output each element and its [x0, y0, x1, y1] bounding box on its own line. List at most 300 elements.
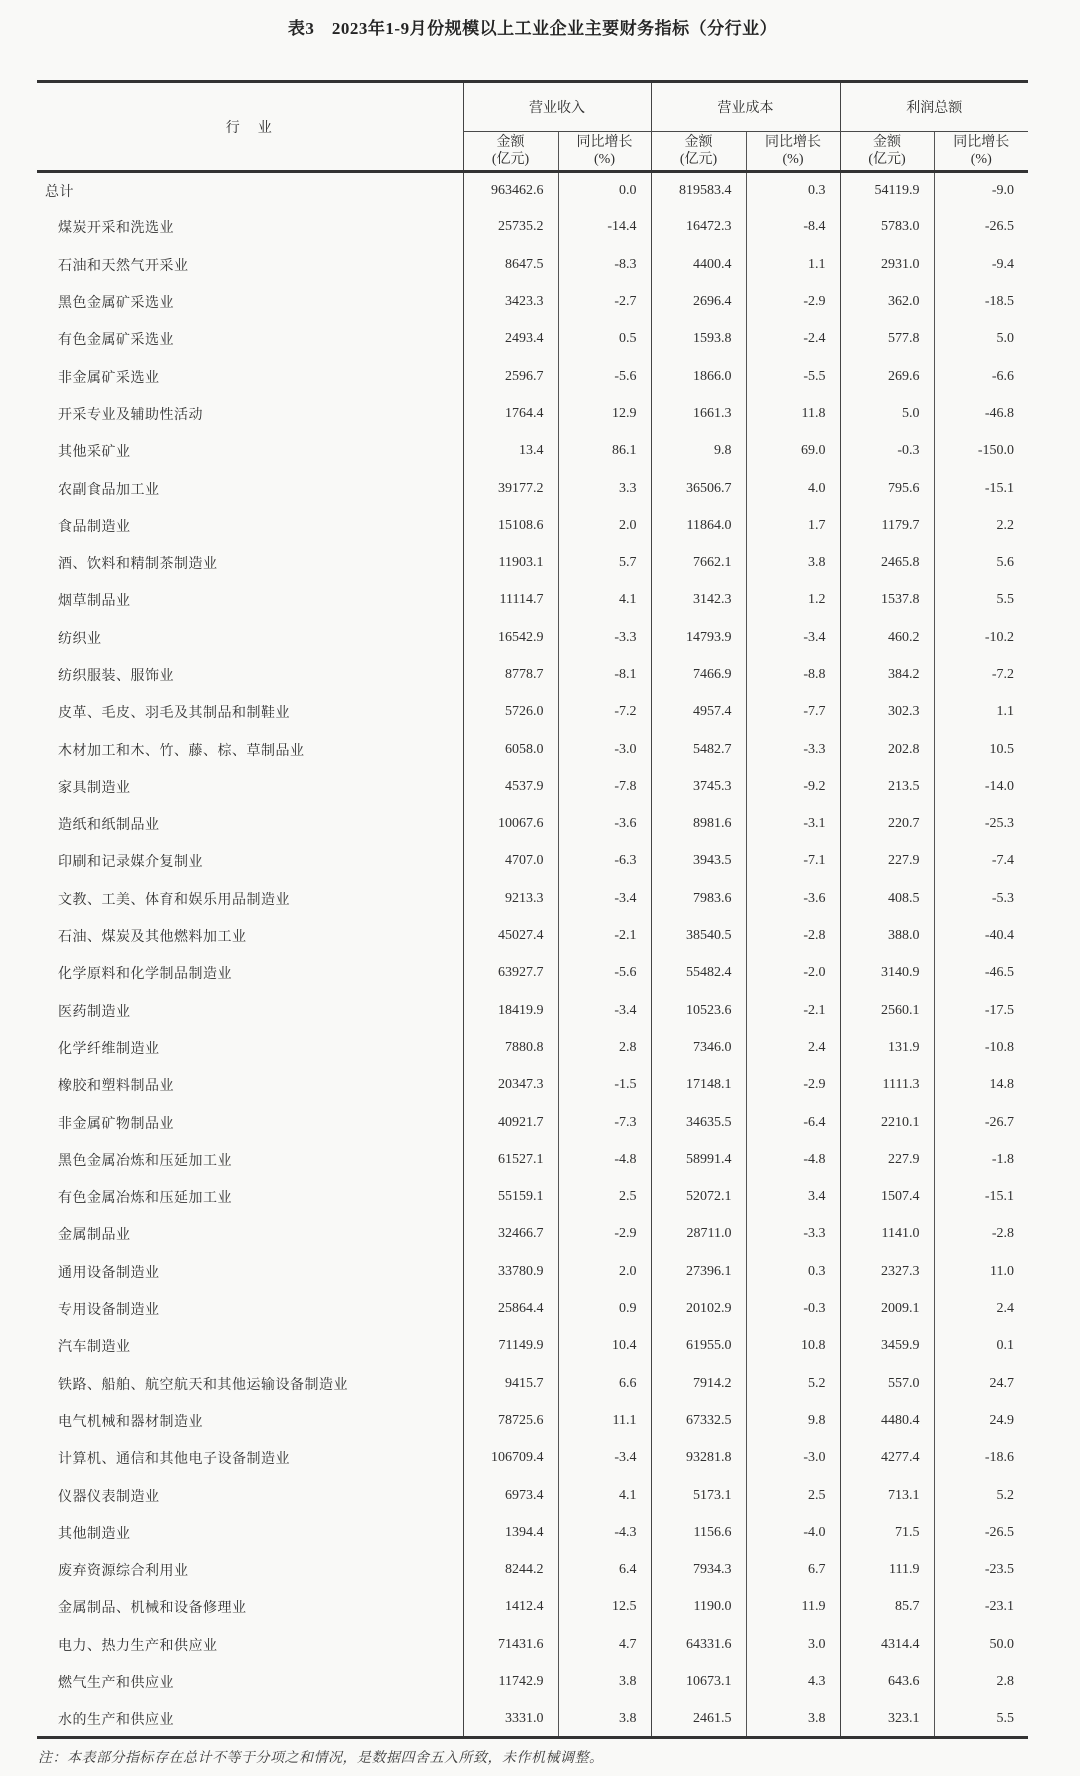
cost-amount-cell: 55482.4 — [651, 955, 746, 992]
industry-cell: 仪器仪表制造业 — [58, 1489, 160, 1505]
table-row — [37, 806, 1028, 843]
revenue-growth-cell: 0.0 — [558, 172, 651, 209]
cost-growth-cell: -7.1 — [746, 843, 840, 880]
profit-growth-cell: -6.6 — [934, 358, 1028, 395]
revenue-amount-cell: 6973.4 — [463, 1477, 558, 1514]
profit-growth-cell: 5.5 — [934, 582, 1028, 619]
revenue-amount-cell: 16542.9 — [463, 619, 558, 656]
table-row — [37, 582, 1028, 619]
cost-amount-cell: 2696.4 — [651, 283, 746, 320]
industry-cell: 橡胶和塑料制品业 — [58, 1079, 174, 1095]
cost-amount-cell: 67332.5 — [651, 1402, 746, 1439]
table-row — [37, 731, 1028, 768]
table-row — [37, 209, 1028, 246]
revenue-amount-cell: 106709.4 — [463, 1440, 558, 1477]
table-header — [37, 82, 1028, 172]
industry-cell: 总计 — [45, 184, 74, 200]
revenue-amount-cell: 9213.3 — [463, 880, 558, 917]
amount-label: 金额 — [684, 134, 713, 150]
revenue-growth-cell: -6.3 — [558, 843, 651, 880]
revenue-amount-cell: 55159.1 — [463, 1179, 558, 1216]
industry-cell: 通用设备制造业 — [58, 1265, 160, 1281]
revenue-growth-cell: -2.7 — [558, 283, 651, 320]
cost-amount-cell: 61955.0 — [651, 1328, 746, 1365]
revenue-amount-cell: 3331.0 — [463, 1701, 558, 1738]
industry-column-header: 行 业 — [37, 82, 463, 172]
revenue-amount-cell: 18419.9 — [463, 992, 558, 1029]
revenue-growth-cell: 2.8 — [558, 1029, 651, 1066]
industry-cell: 有色金属矿采选业 — [58, 333, 174, 349]
cost-amount-cell: 27396.1 — [651, 1253, 746, 1290]
revenue-amount-cell: 40921.7 — [463, 1104, 558, 1141]
revenue-amount-cell: 33780.9 — [463, 1253, 558, 1290]
table-row — [37, 843, 1028, 880]
cost-growth-cell: -3.1 — [746, 806, 840, 843]
revenue-amount-cell: 1764.4 — [463, 395, 558, 432]
revenue-amount-cell: 1394.4 — [463, 1514, 558, 1551]
cost-growth-cell: -2.9 — [746, 1067, 840, 1104]
cost-growth-cell: 11.8 — [746, 395, 840, 432]
amount-unit-label: (亿元) — [491, 152, 530, 167]
table-row — [37, 1216, 1028, 1253]
growth-label: 同比增长 — [765, 134, 821, 150]
revenue-growth-cell: -2.9 — [558, 1216, 651, 1253]
industry-cell: 烟草制品业 — [58, 594, 131, 610]
revenue-amount-cell: 8647.5 — [463, 246, 558, 283]
industry-cell: 皮革、毛皮、羽毛及其制品和制鞋业 — [58, 706, 290, 722]
revenue-amount-cell: 9415.7 — [463, 1365, 558, 1402]
industry-cell: 纺织业 — [58, 631, 102, 647]
table-body — [37, 172, 1028, 1738]
cost-amount-cell: 8981.6 — [651, 806, 746, 843]
table-row — [37, 1701, 1028, 1738]
cost-growth-cell: -9.2 — [746, 768, 840, 805]
profit-amount-cell: 4314.4 — [840, 1626, 934, 1663]
industry-cell: 计算机、通信和其他电子设备制造业 — [58, 1452, 290, 1468]
cost-amount-header — [651, 132, 746, 172]
cost-amount-cell: 5482.7 — [651, 731, 746, 768]
table-title: 表3 2023年1-9月份规模以上工业企业主要财务指标（分行业） — [287, 19, 778, 38]
cost-growth-cell: 3.0 — [746, 1626, 840, 1663]
industry-cell: 酒、饮料和精制茶制造业 — [58, 557, 218, 573]
cost-amount-cell: 1593.8 — [651, 321, 746, 358]
profit-amount-cell: 202.8 — [840, 731, 934, 768]
footnote: 注：本表部分指标存在总计不等于分项之和情况，是数据四舍五入所致，未作机械调整。 — [38, 1751, 604, 1766]
table-row — [37, 172, 1028, 209]
industry-cell: 非金属矿采选业 — [58, 370, 160, 386]
revenue-growth-cell: 86.1 — [558, 433, 651, 470]
profit-growth-cell: 5.0 — [934, 321, 1028, 358]
profit-amount-cell: 1507.4 — [840, 1179, 934, 1216]
profit-growth-cell: -18.5 — [934, 283, 1028, 320]
industry-cell: 汽车制造业 — [58, 1340, 131, 1356]
cost-growth-cell: -6.4 — [746, 1104, 840, 1141]
industry-cell: 废弃资源综合利用业 — [58, 1564, 189, 1580]
cost-amount-cell: 9.8 — [651, 433, 746, 470]
industry-cell: 木材加工和木、竹、藤、棕、草制品业 — [58, 743, 305, 759]
table-row — [37, 880, 1028, 917]
cost-amount-cell: 7662.1 — [651, 544, 746, 581]
profit-growth-cell: -9.4 — [934, 246, 1028, 283]
industry-cell: 铁路、船舶、航空航天和其他运输设备制造业 — [58, 1377, 348, 1393]
table-row — [37, 1179, 1028, 1216]
industry-cell: 食品制造业 — [58, 519, 131, 535]
table-row — [37, 433, 1028, 470]
profit-growth-cell: -10.2 — [934, 619, 1028, 656]
profit-amount-cell: 795.6 — [840, 470, 934, 507]
revenue-growth-cell: 11.1 — [558, 1402, 651, 1439]
cost-growth-cell: 1.1 — [746, 246, 840, 283]
revenue-amount-cell: 10067.6 — [463, 806, 558, 843]
profit-amount-cell: 1179.7 — [840, 507, 934, 544]
table-row — [37, 395, 1028, 432]
profit-amount-cell: 54119.9 — [840, 172, 934, 209]
revenue-amount-cell: 11742.9 — [463, 1663, 558, 1700]
cost-growth-cell: 3.8 — [746, 1701, 840, 1738]
cost-growth-cell: -2.1 — [746, 992, 840, 1029]
profit-amount-cell: 4277.4 — [840, 1440, 934, 1477]
revenue-growth-cell: -3.6 — [558, 806, 651, 843]
revenue-amount-cell: 78725.6 — [463, 1402, 558, 1439]
profit-growth-cell: -26.5 — [934, 209, 1028, 246]
profit-amount-cell: 220.7 — [840, 806, 934, 843]
revenue-amount-cell: 963462.6 — [463, 172, 558, 209]
cost-amount-cell: 38540.5 — [651, 917, 746, 954]
profit-growth-cell: -23.5 — [934, 1551, 1028, 1588]
profit-growth-cell: -17.5 — [934, 992, 1028, 1029]
profit-growth-cell: -1.8 — [934, 1141, 1028, 1178]
profit-growth-cell: -18.6 — [934, 1440, 1028, 1477]
cost-amount-cell: 7934.3 — [651, 1551, 746, 1588]
revenue-growth-cell: 2.0 — [558, 1253, 651, 1290]
cost-amount-cell: 14793.9 — [651, 619, 746, 656]
cost-growth-cell: 1.2 — [746, 582, 840, 619]
revenue-amount-cell: 39177.2 — [463, 470, 558, 507]
profit-amount-cell: 1111.3 — [840, 1067, 934, 1104]
revenue-amount-cell: 2596.7 — [463, 358, 558, 395]
profit-growth-cell: -10.8 — [934, 1029, 1028, 1066]
profit-amount-cell: 323.1 — [840, 1701, 934, 1738]
revenue-growth-cell: 0.5 — [558, 321, 651, 358]
profit-amount-cell: 557.0 — [840, 1365, 934, 1402]
group-header-operating-cost: 营业成本 — [651, 82, 840, 132]
industry-cell: 印刷和记录媒介复制业 — [58, 855, 203, 871]
profit-amount-cell: 388.0 — [840, 917, 934, 954]
revenue-growth-header — [558, 132, 651, 172]
cost-amount-cell: 11864.0 — [651, 507, 746, 544]
cost-growth-cell: 11.9 — [746, 1589, 840, 1626]
cost-amount-cell: 3943.5 — [651, 843, 746, 880]
header-group-row — [37, 82, 1028, 132]
profit-growth-cell: 1.1 — [934, 694, 1028, 731]
profit-amount-cell: 3459.9 — [840, 1328, 934, 1365]
profit-amount-cell: 408.5 — [840, 880, 934, 917]
industry-cell: 石油、煤炭及其他燃料加工业 — [58, 930, 247, 946]
cost-growth-cell: 6.7 — [746, 1551, 840, 1588]
profit-amount-cell: 71.5 — [840, 1514, 934, 1551]
cost-amount-cell: 7346.0 — [651, 1029, 746, 1066]
profit-growth-cell: -2.8 — [934, 1216, 1028, 1253]
table-row — [37, 283, 1028, 320]
cost-amount-cell: 5173.1 — [651, 1477, 746, 1514]
revenue-amount-cell: 63927.7 — [463, 955, 558, 992]
industry-cell: 家具制造业 — [58, 780, 131, 796]
profit-growth-cell: -26.7 — [934, 1104, 1028, 1141]
table-row — [37, 656, 1028, 693]
table-row — [37, 1589, 1028, 1626]
cost-growth-cell: 5.2 — [746, 1365, 840, 1402]
cost-amount-cell: 819583.4 — [651, 172, 746, 209]
cost-amount-cell: 34635.5 — [651, 1104, 746, 1141]
revenue-growth-cell: -14.4 — [558, 209, 651, 246]
revenue-growth-cell: 12.9 — [558, 395, 651, 432]
revenue-growth-cell: 4.7 — [558, 1626, 651, 1663]
cost-growth-cell: 2.5 — [746, 1477, 840, 1514]
table-row — [37, 1626, 1028, 1663]
profit-growth-cell: 2.8 — [934, 1663, 1028, 1700]
revenue-amount-cell: 45027.4 — [463, 917, 558, 954]
revenue-growth-cell: 5.7 — [558, 544, 651, 581]
cost-growth-cell: 4.3 — [746, 1663, 840, 1700]
cost-amount-cell: 36506.7 — [651, 470, 746, 507]
profit-growth-cell: -46.5 — [934, 955, 1028, 992]
industry-cell: 医药制造业 — [58, 1004, 131, 1020]
profit-amount-cell: 227.9 — [840, 1141, 934, 1178]
revenue-growth-cell: -3.4 — [558, 880, 651, 917]
cost-amount-cell: 2461.5 — [651, 1701, 746, 1738]
profit-growth-cell: -14.0 — [934, 768, 1028, 805]
revenue-amount-header — [463, 132, 558, 172]
profit-growth-cell: 50.0 — [934, 1626, 1028, 1663]
revenue-growth-cell: 10.4 — [558, 1328, 651, 1365]
profit-amount-cell: 131.9 — [840, 1029, 934, 1066]
cost-growth-cell: -3.3 — [746, 731, 840, 768]
cost-growth-cell: 1.7 — [746, 507, 840, 544]
profit-amount-cell: 2009.1 — [840, 1290, 934, 1327]
profit-growth-header — [934, 132, 1028, 172]
revenue-growth-cell: -3.0 — [558, 731, 651, 768]
profit-growth-cell: -9.0 — [934, 172, 1028, 209]
revenue-amount-cell: 13.4 — [463, 433, 558, 470]
profit-growth-cell: -7.2 — [934, 656, 1028, 693]
profit-growth-cell: -15.1 — [934, 470, 1028, 507]
cost-growth-cell: -8.8 — [746, 656, 840, 693]
revenue-growth-cell: -7.8 — [558, 768, 651, 805]
profit-amount-cell: 2931.0 — [840, 246, 934, 283]
table-row — [37, 1029, 1028, 1066]
revenue-amount-cell: 2493.4 — [463, 321, 558, 358]
cost-growth-cell: 9.8 — [746, 1402, 840, 1439]
profit-growth-cell: -26.5 — [934, 1514, 1028, 1551]
cost-growth-cell: -2.4 — [746, 321, 840, 358]
cost-amount-cell: 64331.6 — [651, 1626, 746, 1663]
revenue-amount-cell: 71431.6 — [463, 1626, 558, 1663]
table-row — [37, 246, 1028, 283]
revenue-amount-cell: 1412.4 — [463, 1589, 558, 1626]
industry-cell: 电力、热力生产和供应业 — [58, 1638, 218, 1654]
revenue-amount-cell: 8778.7 — [463, 656, 558, 693]
profit-amount-cell: 1141.0 — [840, 1216, 934, 1253]
cost-amount-cell: 28711.0 — [651, 1216, 746, 1253]
cost-growth-cell: -0.3 — [746, 1290, 840, 1327]
profit-amount-cell: 85.7 — [840, 1589, 934, 1626]
cost-amount-cell: 7466.9 — [651, 656, 746, 693]
financial-indicators-table — [37, 80, 1028, 1739]
table-row — [37, 992, 1028, 1029]
revenue-amount-cell: 5726.0 — [463, 694, 558, 731]
profit-amount-cell: 384.2 — [840, 656, 934, 693]
table-row — [37, 1365, 1028, 1402]
profit-growth-cell: 0.1 — [934, 1328, 1028, 1365]
cost-amount-cell: 3142.3 — [651, 582, 746, 619]
revenue-amount-cell: 6058.0 — [463, 731, 558, 768]
table-row — [37, 619, 1028, 656]
revenue-growth-cell: 4.1 — [558, 582, 651, 619]
cost-amount-cell: 17148.1 — [651, 1067, 746, 1104]
cost-growth-cell: -2.9 — [746, 283, 840, 320]
profit-amount-cell: 577.8 — [840, 321, 934, 358]
table-row — [37, 1663, 1028, 1700]
profit-amount-cell: 2327.3 — [840, 1253, 934, 1290]
table-row — [37, 358, 1028, 395]
profit-amount-cell: 713.1 — [840, 1477, 934, 1514]
revenue-amount-cell: 7880.8 — [463, 1029, 558, 1066]
industry-cell: 非金属矿物制品业 — [58, 1116, 174, 1132]
table-row — [37, 1551, 1028, 1588]
revenue-amount-cell: 25735.2 — [463, 209, 558, 246]
profit-amount-cell: 5783.0 — [840, 209, 934, 246]
profit-amount-cell: 5.0 — [840, 395, 934, 432]
cost-amount-cell: 10673.1 — [651, 1663, 746, 1700]
cost-amount-cell: 52072.1 — [651, 1179, 746, 1216]
revenue-amount-cell: 15108.6 — [463, 507, 558, 544]
revenue-growth-cell: 6.4 — [558, 1551, 651, 1588]
profit-amount-cell: 111.9 — [840, 1551, 934, 1588]
revenue-growth-cell: -5.6 — [558, 358, 651, 395]
cost-amount-cell: 10523.6 — [651, 992, 746, 1029]
cost-growth-cell: -8.4 — [746, 209, 840, 246]
cost-amount-cell: 1661.3 — [651, 395, 746, 432]
industry-cell: 化学纤维制造业 — [58, 1041, 160, 1057]
profit-growth-cell: 24.7 — [934, 1365, 1028, 1402]
table-row — [37, 1141, 1028, 1178]
table-row — [37, 1290, 1028, 1327]
growth-unit-label: (%) — [594, 152, 615, 167]
industry-cell: 黑色金属冶炼和压延加工业 — [58, 1153, 232, 1169]
table-row — [37, 1402, 1028, 1439]
table-row — [37, 544, 1028, 581]
industry-cell: 黑色金属矿采选业 — [58, 296, 174, 312]
table-row — [37, 694, 1028, 731]
revenue-amount-cell: 4537.9 — [463, 768, 558, 805]
industry-cell: 其他制造业 — [58, 1526, 131, 1542]
revenue-amount-cell: 3423.3 — [463, 283, 558, 320]
profit-growth-cell: 5.2 — [934, 1477, 1028, 1514]
table-row — [37, 768, 1028, 805]
cost-amount-cell: 4400.4 — [651, 246, 746, 283]
profit-amount-cell: 302.3 — [840, 694, 934, 731]
cost-amount-cell: 93281.8 — [651, 1440, 746, 1477]
amount-unit-label: (亿元) — [679, 152, 718, 167]
table-row — [37, 1067, 1028, 1104]
profit-growth-cell: 2.2 — [934, 507, 1028, 544]
revenue-growth-cell: -7.2 — [558, 694, 651, 731]
table-row — [37, 507, 1028, 544]
revenue-amount-cell: 11903.1 — [463, 544, 558, 581]
profit-growth-cell: 10.5 — [934, 731, 1028, 768]
cost-amount-cell: 3745.3 — [651, 768, 746, 805]
profit-amount-cell: 643.6 — [840, 1663, 934, 1700]
revenue-amount-cell: 4707.0 — [463, 843, 558, 880]
cost-growth-cell: -3.4 — [746, 619, 840, 656]
profit-growth-cell: 11.0 — [934, 1253, 1028, 1290]
industry-cell: 纺织服装、服饰业 — [58, 669, 174, 684]
table-row — [37, 1440, 1028, 1477]
revenue-growth-cell: -1.5 — [558, 1067, 651, 1104]
revenue-growth-cell: -7.3 — [558, 1104, 651, 1141]
cost-amount-cell: 16472.3 — [651, 209, 746, 246]
table-row — [37, 1514, 1028, 1551]
industry-cell: 文教、工美、体育和娱乐用品制造业 — [58, 892, 290, 908]
cost-growth-cell: -4.0 — [746, 1514, 840, 1551]
profit-amount-cell: 1537.8 — [840, 582, 934, 619]
cost-amount-cell: 7914.2 — [651, 1365, 746, 1402]
profit-amount-cell: 213.5 — [840, 768, 934, 805]
revenue-growth-cell: -8.3 — [558, 246, 651, 283]
revenue-growth-cell: 6.6 — [558, 1365, 651, 1402]
cost-amount-cell: 1156.6 — [651, 1514, 746, 1551]
profit-amount-cell: 3140.9 — [840, 955, 934, 992]
cost-growth-cell: -3.3 — [746, 1216, 840, 1253]
cost-growth-cell: -3.6 — [746, 880, 840, 917]
profit-amount-cell: 2465.8 — [840, 544, 934, 581]
cost-growth-cell: 0.3 — [746, 172, 840, 209]
revenue-growth-cell: 3.8 — [558, 1701, 651, 1738]
industry-cell: 金属制品业 — [58, 1228, 131, 1244]
cost-growth-cell: -7.7 — [746, 694, 840, 731]
cost-growth-cell: 69.0 — [746, 433, 840, 470]
cost-growth-header — [746, 132, 840, 172]
group-header-operating-revenue: 营业收入 — [463, 82, 651, 132]
cost-growth-cell: 4.0 — [746, 470, 840, 507]
industry-cell: 电气机械和器材制造业 — [58, 1414, 203, 1430]
revenue-growth-cell: -3.4 — [558, 992, 651, 1029]
profit-growth-cell: 5.5 — [934, 1701, 1028, 1738]
industry-cell: 煤炭开采和洗选业 — [58, 221, 174, 237]
revenue-growth-cell: 0.9 — [558, 1290, 651, 1327]
industry-cell: 农副食品加工业 — [58, 482, 160, 498]
profit-growth-cell: 24.9 — [934, 1402, 1028, 1439]
revenue-amount-cell: 20347.3 — [463, 1067, 558, 1104]
profit-growth-cell: 5.6 — [934, 544, 1028, 581]
revenue-growth-cell: -8.1 — [558, 656, 651, 693]
amount-label: 金额 — [496, 134, 525, 150]
profit-growth-cell: -150.0 — [934, 433, 1028, 470]
cost-growth-cell: -3.0 — [746, 1440, 840, 1477]
industry-cell: 专用设备制造业 — [58, 1303, 160, 1319]
revenue-growth-cell: -2.1 — [558, 917, 651, 954]
profit-amount-cell: 227.9 — [840, 843, 934, 880]
profit-growth-cell: -25.3 — [934, 806, 1028, 843]
industry-cell: 燃气生产和供应业 — [58, 1676, 174, 1692]
industry-cell: 石油和天然气开采业 — [58, 258, 189, 274]
growth-label: 同比增长 — [576, 134, 633, 150]
cost-amount-cell: 58991.4 — [651, 1141, 746, 1178]
growth-label: 同比增长 — [953, 134, 1010, 150]
revenue-amount-cell: 71149.9 — [463, 1328, 558, 1365]
growth-unit-label: (%) — [782, 152, 804, 167]
cost-amount-cell: 20102.9 — [651, 1290, 746, 1327]
